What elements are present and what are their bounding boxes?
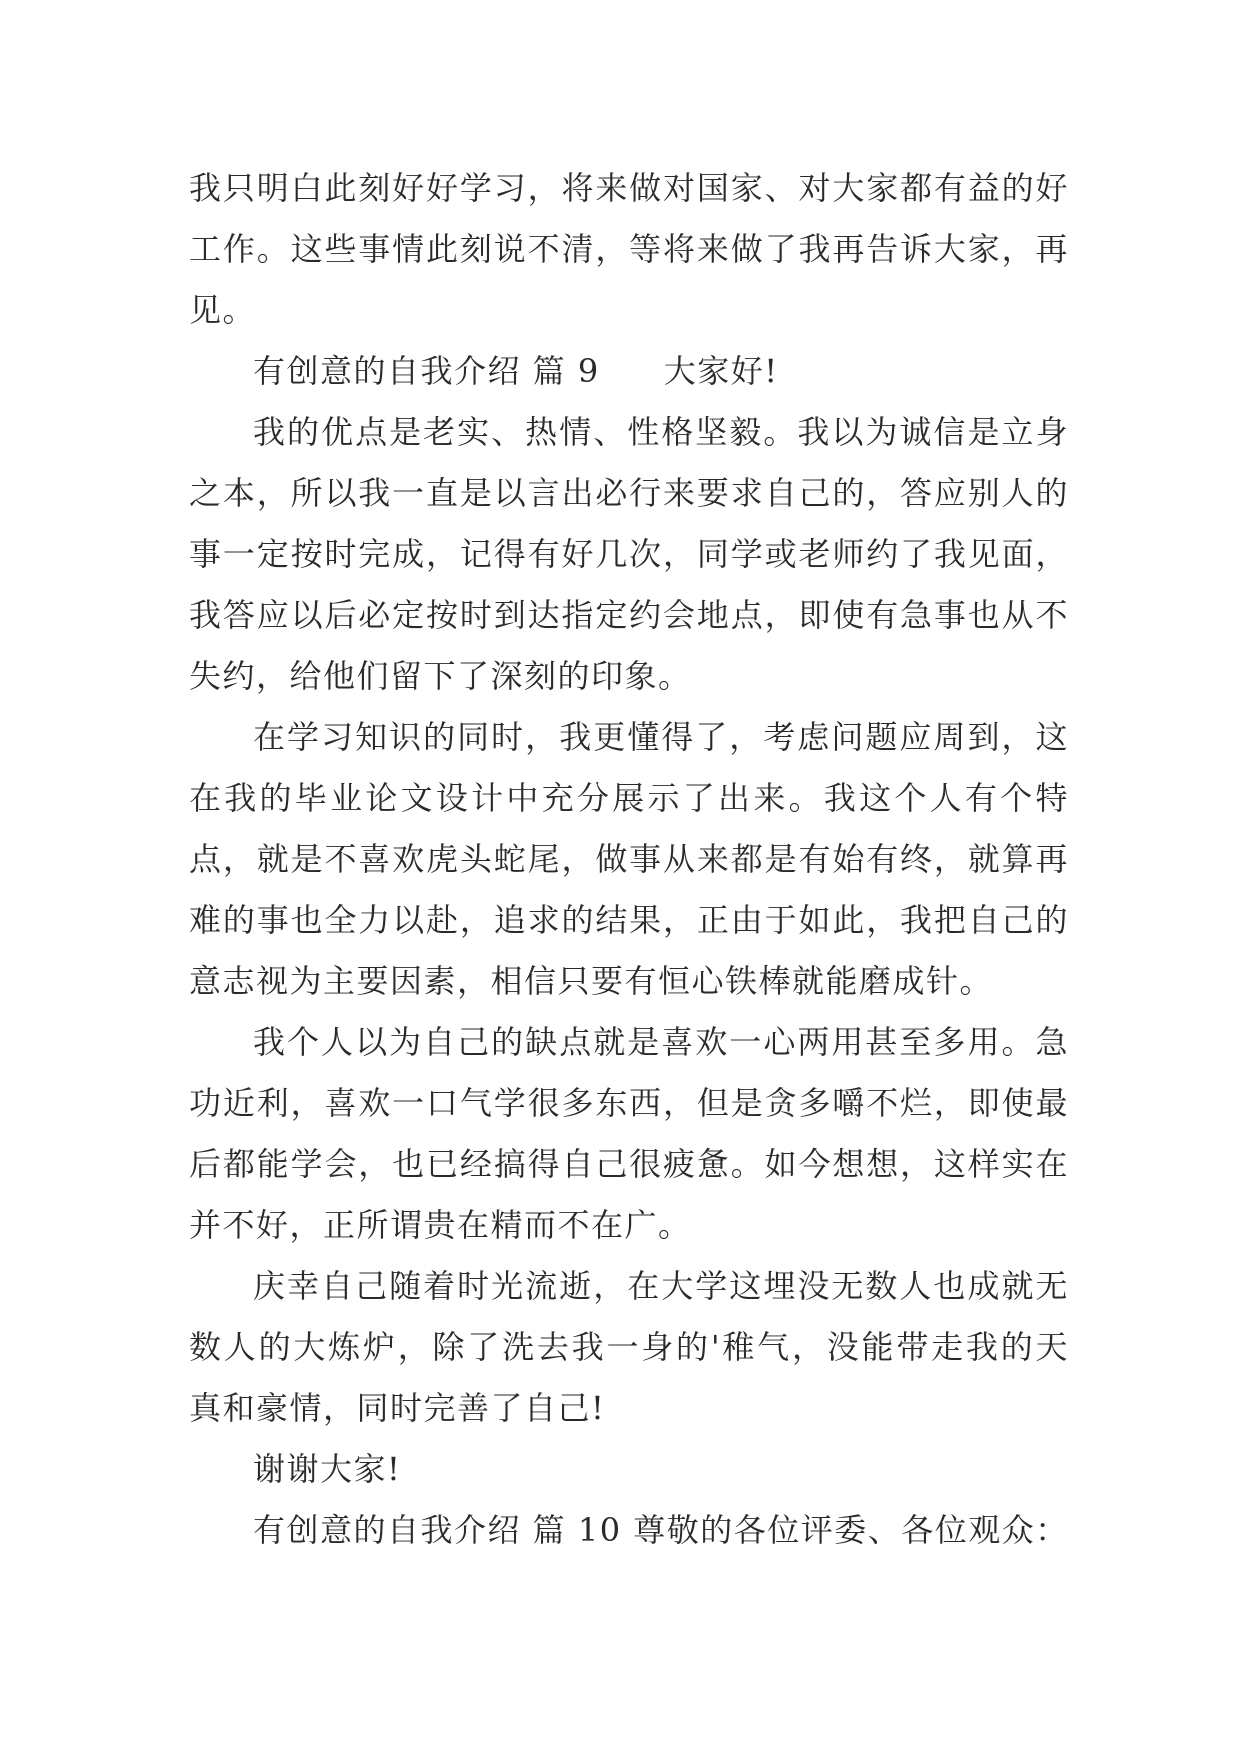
paragraph-text: 大家好!: [663, 352, 779, 390]
paragraph-text: 我个人以为自己的缺点就是喜欢一心两用甚至多用。急功近利，喜欢一口气学很多东西，但是贪多嚼不烂，即使最后都能学会，也已经搞得自己很疲惫。如今想想，这样实在并不好，正所谓贵在精而不在广。: [189, 1023, 1069, 1244]
paragraph-text: 庆幸自己随着时光流逝，在大学这埋没无数人也成就无数人的大炼炉，除了洗去我一身的'稚气，没能带走我的天真和豪情，同时完善了自己!: [189, 1267, 1069, 1427]
section-heading: 有创意的自我介绍 篇 9: [253, 352, 600, 390]
paragraph-text: 在学习知识的同时，我更懂得了，考虑问题应周到，这在我的毕业论文设计中充分展示了出来。我这个人有个特点，就是不喜欢虎头蛇尾，做事从来都是有始有终，就算再难的事也全力以赴，追求的结果，正由于如此，我把自己的意志视为主要因素，相信只要有恒心铁棒就能磨成针。: [189, 718, 1069, 1000]
paragraph-2: [189, 341, 1069, 402]
paragraph-3: [189, 402, 1069, 707]
paragraph-8: [189, 1500, 1069, 1561]
paragraph-5: [189, 1012, 1069, 1256]
paragraph-4: [189, 707, 1069, 1012]
document-body: [189, 158, 1069, 1561]
paragraph-text: 我只明白此刻好好学习，将来做对国家、对大家都有益的好工作。这些事情此刻说不清，等将来做了我再告诉大家，再见。: [189, 169, 1069, 329]
paragraph-text: 谢谢大家!: [253, 1450, 402, 1488]
paragraph-text: 有创意的自我介绍 篇 10 尊敬的各位评委、各位观众：: [253, 1511, 1069, 1549]
paragraph-1: [189, 158, 1069, 341]
paragraph-text: 我的优点是老实、热情、性格坚毅。我以为诚信是立身之本，所以我一直是以言出必行来要求自己的，答应别人的事一定按时完成，记得有好几次，同学或老师约了我见面，我答应以后必定按时到达指定约会地点，即使有急事也从不失约，给他们留下了深刻的印象。: [189, 413, 1069, 695]
paragraph-7: [189, 1439, 1069, 1500]
paragraph-6: [189, 1256, 1069, 1439]
